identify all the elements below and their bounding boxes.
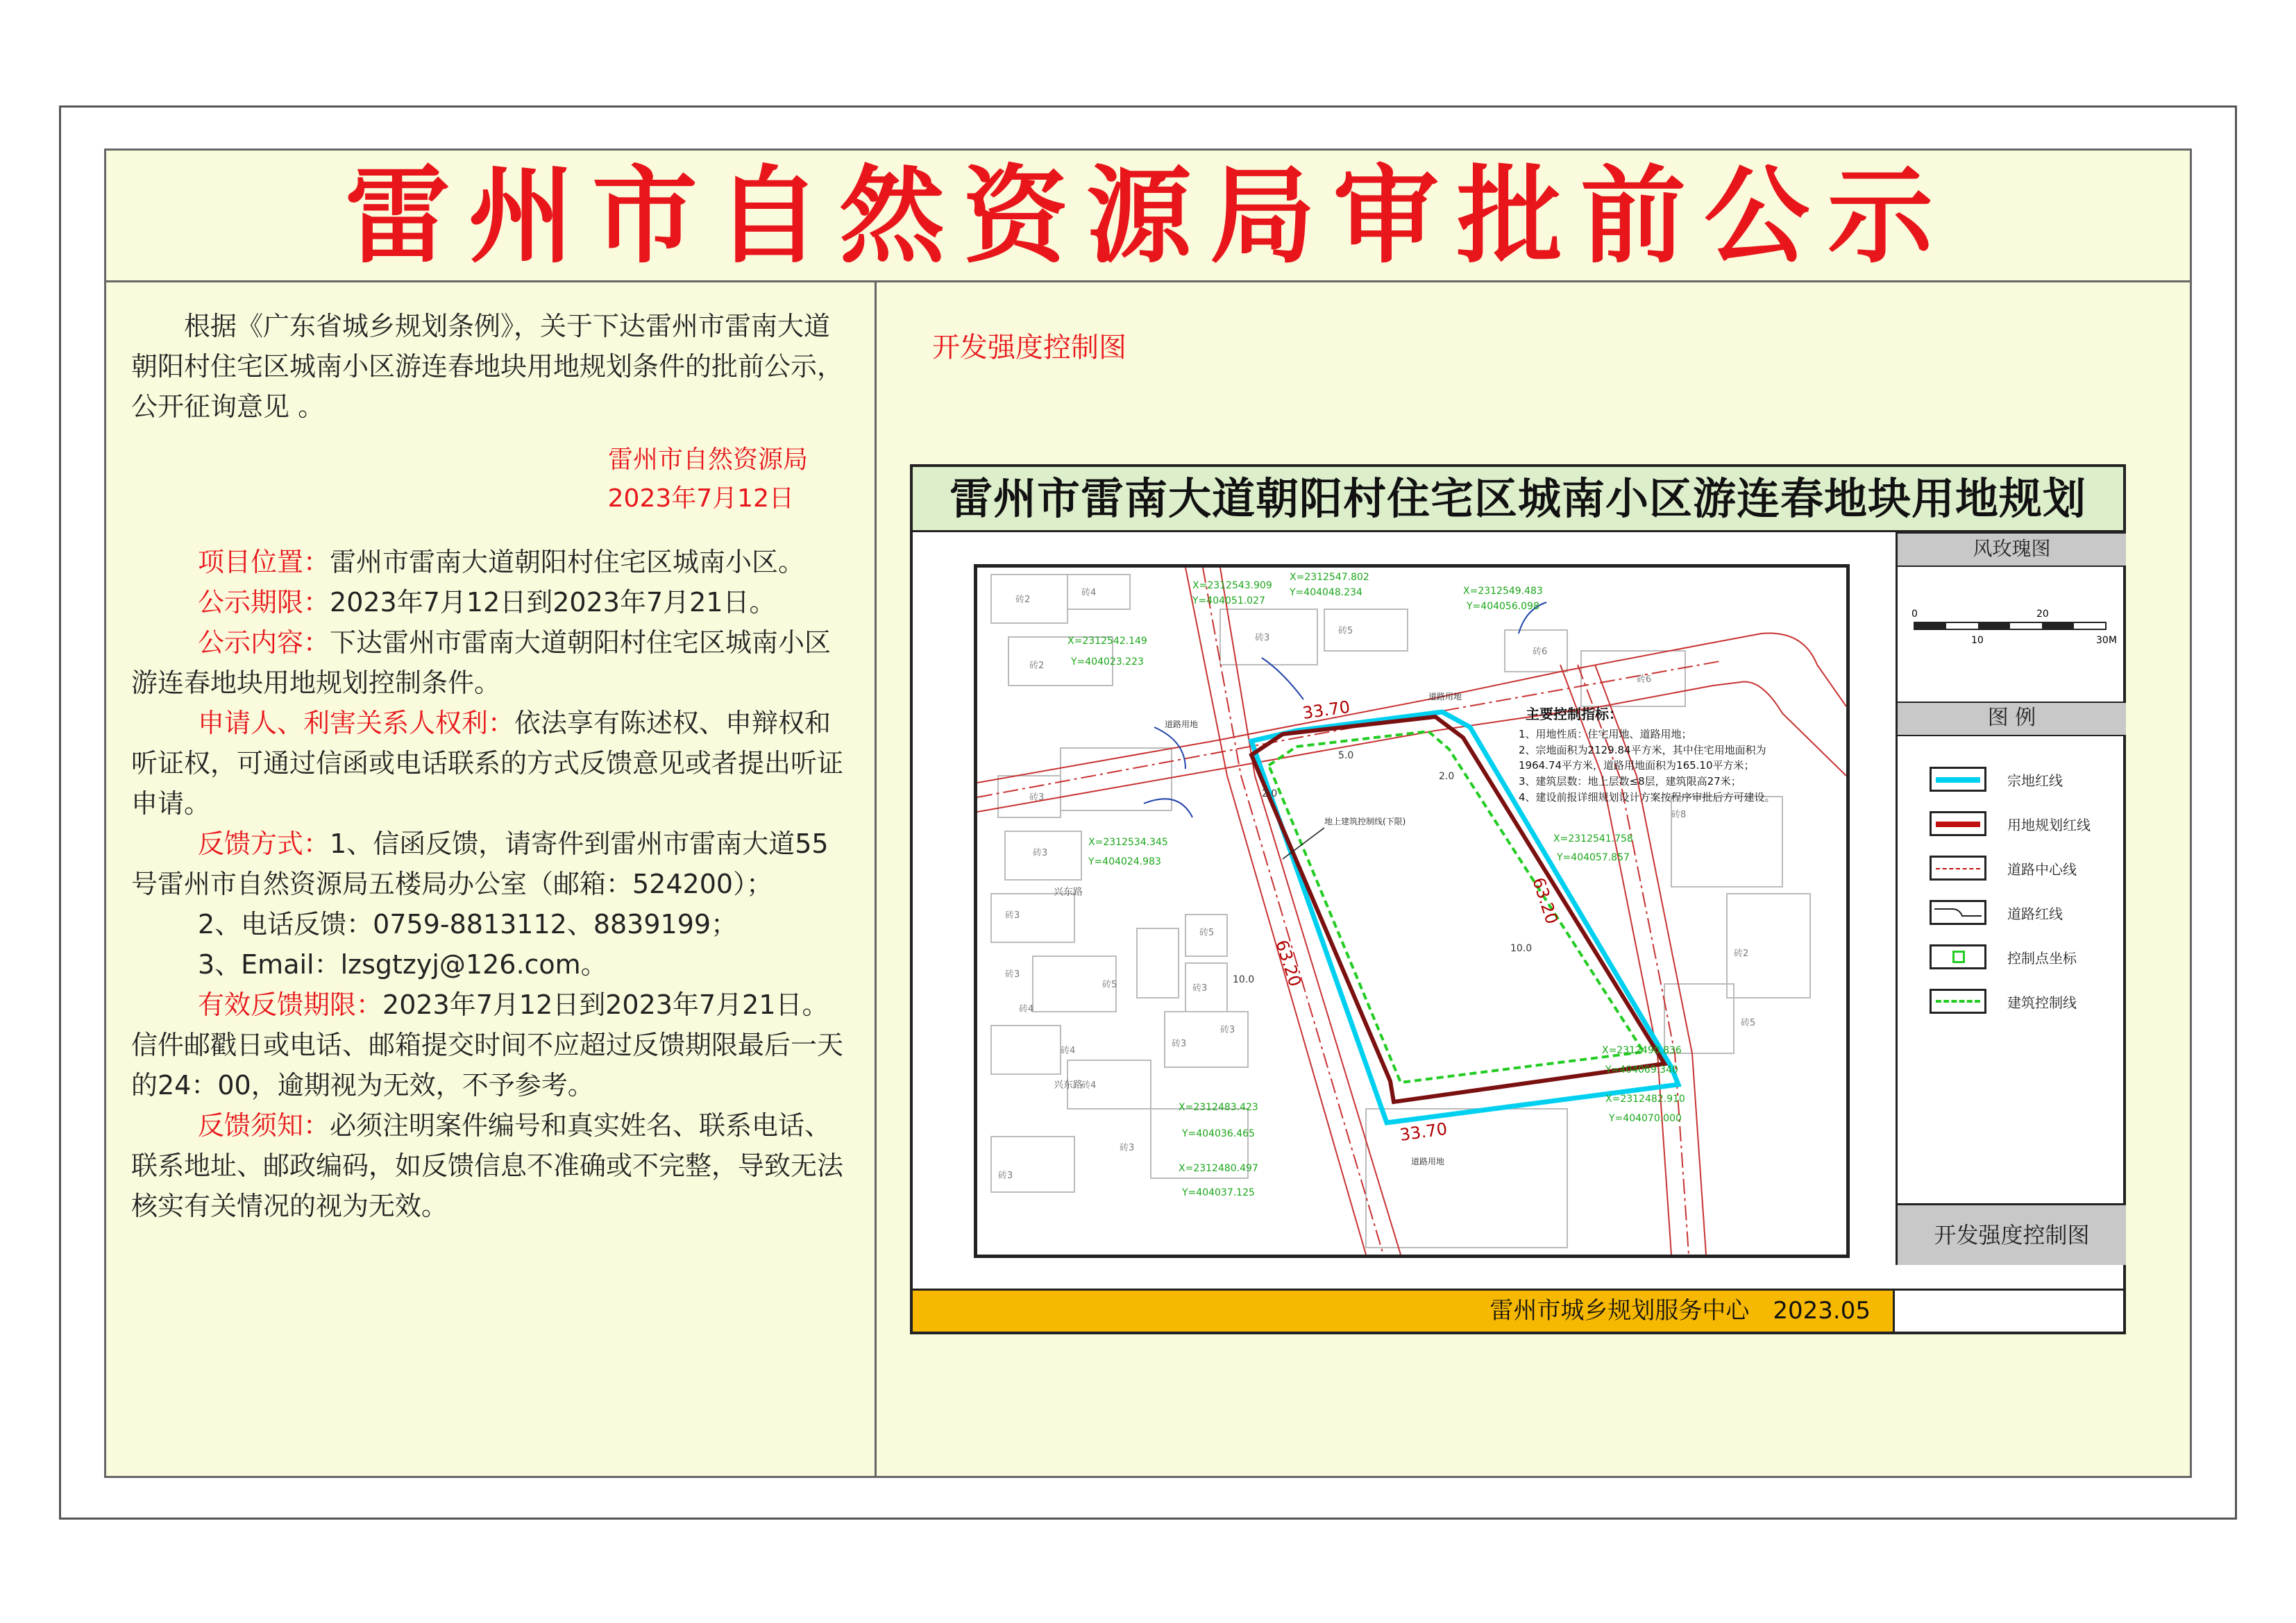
bld-label: 砖3 — [1029, 792, 1045, 803]
bld-label: 砖3 — [1220, 1025, 1235, 1035]
legend-header: 图 例 — [1898, 702, 2126, 736]
indicator-4: 4、建设前报详细规划设计方案按程序审批后方可建设。 — [1519, 791, 1775, 804]
coord-8-x: X=2312482.910 — [1605, 1094, 1685, 1105]
dim-left: 63.20 — [1272, 937, 1306, 989]
bld-label: 砖2 — [1734, 949, 1749, 959]
indicator-2b: 1964.74平方米，道路用地面积为165.10平方米； — [1519, 759, 1755, 772]
legend-road-red-symbol — [1930, 900, 1986, 925]
legend-control-point-label: 控制点坐标 — [2007, 950, 2077, 967]
coord-10-y: Y=404037.125 — [1182, 1187, 1255, 1198]
plan-title: 雷州市雷南大道朝阳村住宅区城南小区游连春地块用地规划 — [913, 467, 2123, 532]
rights-value: 依法享有陈述权、申辩权和听证权，可通过信函或电话联系的方式反馈意见或者提出听证申请。 — [131, 708, 844, 819]
bld-label: 砖3 — [998, 1171, 1013, 1181]
coord-1-x: X=2312543.909 — [1192, 580, 1272, 591]
legend-landuse-symbol — [1930, 811, 1986, 836]
setback-label-2b: 2.0 — [1439, 771, 1455, 782]
period-label: 公示期限： — [198, 587, 330, 618]
notice-board — [104, 148, 2192, 1478]
bld-label: 砖3 — [1255, 633, 1270, 643]
existing-buildings — [991, 575, 1810, 1248]
coord-2-x: X=2312547.802 — [1290, 572, 1369, 583]
bld-label: 砖3 — [1005, 910, 1020, 921]
street-label-1: 兴东路 — [1054, 887, 1083, 898]
legend-building-control-symbol — [1930, 989, 1986, 1014]
indicator-1: 1、用地性质：住宅用地、道路用地； — [1519, 728, 1692, 740]
note-line — [131, 1105, 850, 1226]
bld-label: 砖3 — [1120, 1143, 1135, 1153]
indicator-3: 3、建筑层数：地上层数≤8层，建筑限高27米； — [1519, 775, 1741, 788]
bld-label: 砖4 — [1081, 588, 1097, 598]
plan-sidebar — [1896, 532, 2126, 1265]
bld-label: 砖8 — [1671, 810, 1687, 820]
content-label: 公示内容： — [198, 627, 330, 658]
compass-header: 风玫瑰图 — [1898, 532, 2126, 567]
location-value: 雷州市雷南大道朝阳村住宅区城南小区。 — [330, 547, 805, 577]
setback-label-5: 5.0 — [1338, 750, 1354, 761]
bld-label: 砖3 — [1005, 969, 1020, 980]
bld-label: 砖2 — [1029, 661, 1045, 671]
street-label-2: 兴东路 — [1054, 1080, 1083, 1091]
note-value: 必须注明案件编号和真实姓名、联系电话、联系地址、邮政编码，如反馈信息不准确或不完整，导致无法核实有关情况的视为无效。 — [131, 1110, 844, 1221]
rights-line — [131, 703, 850, 824]
coord-4-y: Y=404023.223 — [1071, 656, 1144, 668]
valid-line — [131, 985, 850, 1105]
coord-7-x: X=2312490.836 — [1602, 1045, 1682, 1056]
page-title: 雷州市自然资源局审批前公示 — [345, 155, 1951, 278]
dim-right: 63.20 — [1528, 875, 1562, 927]
coord-6-y: Y=404057.857 — [1557, 852, 1630, 863]
setback-label-10a: 10.0 — [1510, 943, 1533, 954]
notice-text-column — [106, 282, 877, 1476]
coord-1-y: Y=404051.027 — [1192, 595, 1265, 606]
bld-label: 砖6 — [1533, 647, 1548, 657]
bld-label: 砖5 — [1199, 928, 1215, 938]
coord-2-y: Y=404048.234 — [1290, 587, 1362, 598]
setback-label-10b: 10.0 — [1233, 974, 1255, 985]
notice-intro: 根据《广东省城乡规划条例》，关于下达雷州市雷南大道朝阳村住宅区城南小区游连春地块用地规划条件的批前公示，公开征询意见 。 — [131, 311, 844, 422]
legend-parcel-label: 宗地红线 — [2007, 772, 2063, 789]
road-label-3: 道路用地 — [1411, 1157, 1445, 1166]
scale-label-20: 20 — [2036, 609, 2049, 620]
feedback-item-2: 2、电话反馈：0759-8813112、8839199； — [198, 909, 738, 940]
bld-label: 砖5 — [1741, 1018, 1756, 1028]
plan-drawing — [910, 464, 2126, 1334]
coord-5-x: X=2312534.345 — [1088, 837, 1168, 848]
feedback-email[interactable]: 3、Email：lzsgtzyj@126.com。 — [198, 949, 607, 980]
sidebar-footer: 开发强度控制图 — [1898, 1203, 2126, 1265]
plan-column — [877, 282, 2190, 1476]
section-title: 开发强度控制图 — [932, 332, 1126, 364]
coord-9-y: Y=404036.465 — [1182, 1128, 1255, 1139]
feedback-label: 反馈方式： — [198, 829, 330, 859]
road-label-1: 道路用地 — [1165, 720, 1199, 729]
setback-label-2a: 2.0 — [1262, 788, 1278, 799]
legend-landuse-label: 用地规划红线 — [2007, 817, 2091, 833]
plan-footer-blank — [1893, 1289, 2123, 1332]
indicators-title: 主要控制指标： — [1526, 706, 1623, 722]
scale-bar — [1898, 567, 2124, 699]
plan-footer: 雷州市城乡规划服务中心 2023.05 — [913, 1289, 1896, 1332]
bld-label: 砖3 — [1172, 1039, 1187, 1049]
road-west — [1185, 568, 1401, 1255]
coord-5-y: Y=404024.983 — [1088, 856, 1161, 867]
coord-7-y: Y=404069.340 — [1605, 1064, 1678, 1076]
coord-3-y: Y=404056.098 — [1467, 601, 1539, 612]
period-line — [131, 582, 850, 622]
issue-date: 2023年7月12日 — [607, 484, 794, 513]
coord-6-x: X=2312541.758 — [1553, 833, 1633, 844]
bld-label: 砖5 — [1338, 626, 1353, 636]
site-map-svg — [977, 568, 1846, 1255]
bld-label: 砖2 — [1015, 595, 1031, 605]
control-line-label: 地上建筑控制线(下限) — [1324, 817, 1406, 826]
note-label: 反馈须知： — [198, 1110, 330, 1141]
bld-label: 砖5 — [1102, 980, 1117, 990]
scale-segment — [2042, 622, 2074, 629]
legend — [1898, 736, 2126, 1028]
period-value: 2023年7月12日到2023年7月21日。 — [330, 587, 776, 618]
scale-label-10: 10 — [1971, 635, 1984, 646]
site-map — [974, 564, 1850, 1258]
coord-3-x: X=2312549.483 — [1463, 586, 1543, 597]
bld-label: 砖3 — [1033, 848, 1048, 858]
legend-road-center-label: 道路中心线 — [2007, 861, 2077, 878]
legend-parcel-symbol — [1930, 767, 1986, 792]
coord-9-x: X=2312483.423 — [1179, 1102, 1258, 1113]
feedback-line — [131, 824, 850, 904]
legend-building-control-label: 建筑控制线 — [2007, 994, 2077, 1011]
legend-road-red-label: 道路红线 — [2007, 906, 2063, 922]
dim-top: 33.70 — [1301, 697, 1351, 723]
scale-segment — [1978, 622, 2010, 629]
location-label: 项目位置： — [198, 547, 330, 577]
feedback-item-1: 1、信函反馈，请寄件到雷州市雷南大道55号雷州市自然资源局五楼局办公室（邮箱：524200）； — [131, 829, 829, 899]
content-line — [131, 622, 850, 703]
scale-segment — [1914, 622, 1946, 629]
valid-value: 2023年7月12日到2023年7月21日。信件邮戳日或电话、邮箱提交时间不应超过反馈期限最后一天的24：00，逾期视为无效，不予参考。 — [131, 989, 844, 1101]
location-line — [131, 542, 850, 582]
notice-signature — [131, 441, 850, 518]
road-label-2: 道路用地 — [1428, 692, 1462, 702]
road-red-glyph — [1932, 902, 1984, 923]
legend-control-point-symbol — [1930, 944, 1986, 969]
indicator-2: 2、宗地面积为2129.84平方米，其中住宅用地面积为 — [1519, 744, 1766, 756]
title-row — [106, 151, 2190, 282]
bld-label: 砖4 — [1019, 1004, 1034, 1014]
legend-road-center-symbol — [1930, 856, 1986, 881]
bld-label: 砖6 — [1637, 674, 1652, 685]
coord-10-x: X=2312480.497 — [1179, 1163, 1258, 1174]
valid-label: 有效反馈期限： — [198, 989, 383, 1020]
bld-label: 砖4 — [1061, 1046, 1076, 1056]
scale-label-0: 0 — [1911, 609, 1918, 620]
rights-label: 申请人、利害关系人权利： — [198, 708, 515, 738]
issuer-name: 雷州市自然资源局 — [607, 445, 808, 474]
content-value: 下达雷州市雷南大道朝阳村住宅区城南小区游连春地块用地规划控制条件。 — [131, 627, 832, 698]
coord-4-x: X=2312542.149 — [1067, 636, 1147, 647]
scale-label-30: 30M — [2096, 635, 2117, 646]
notice-details — [131, 542, 850, 1226]
bld-label: 砖3 — [1192, 983, 1208, 994]
dim-bottom: 33.70 — [1398, 1119, 1449, 1145]
bld-label: 砖4 — [1081, 1080, 1097, 1091]
coord-8-y: Y=404070.000 — [1609, 1113, 1682, 1124]
control-indicators — [1519, 706, 1775, 804]
